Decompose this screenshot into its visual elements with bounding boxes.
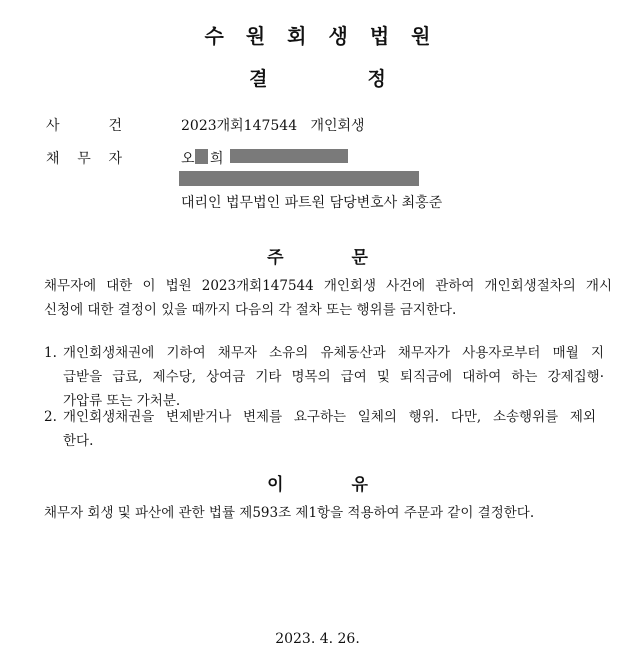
order-heading [0,243,635,268]
order-item-2 [44,405,596,453]
document-type [0,64,635,91]
reason-line: 채무자 회생 및 파산에 관한 법률 제593조 제1항을 적용하여 주문과 같이 결정한다. [44,505,535,521]
debtor-label-char: 자 [108,151,122,167]
debtor-label-char: 무 [77,151,91,167]
court-name-char: 생 [328,24,348,48]
redaction-bar [195,149,208,164]
decision-date: 2023. 4. 26. [275,631,360,647]
case-label [46,115,122,135]
court-name [0,20,635,49]
representative: 대리인 법무법인 파트원 담당변호사 최홍준 [181,195,443,211]
court-name-char: 원 [411,24,431,48]
document-type-char: 정 [367,68,386,90]
reason-heading-char: 이 [267,475,284,495]
order-item-line: 가압류 또는 가처분. [63,393,181,409]
order-heading-char: 주 [267,248,284,268]
order-intro [44,274,612,322]
reason-heading-char: 유 [351,475,368,495]
case-number: 2023개회147544 개인회생 [181,118,365,134]
court-name-char: 법 [369,24,390,48]
order-item-line: 개인회생채권을 변제받거나 변제를 요구하는 일체의 행위. 다만, 소송행위를 제외 [63,409,596,425]
debtor-label-char: 채 [46,151,60,167]
case-label-char: 사 [46,118,60,134]
case-label-char: 건 [108,118,122,134]
court-name-char: 회 [287,24,307,48]
order-item-number: 2. [44,409,57,425]
court-name-char: 수 [204,24,224,48]
reason-heading [0,470,635,495]
order-item-line: 급받을 급료, 제수당, 상여금 기타 명목의 급여 및 퇴직금에 대하여 하는 강제집행· [63,369,604,385]
document-type-char: 결 [249,68,268,90]
order-item-line: 한다. [63,433,94,449]
court-name-char: 원 [245,24,266,48]
order-item-1 [44,341,604,413]
debtor-label [46,148,122,168]
debtor-name-last: 희 [210,151,224,167]
debtor-name-first: 오 [181,151,195,167]
order-intro-line: 신청에 대한 결정이 있을 때까지 다음의 각 절차 또는 행위를 금지한다. [44,302,457,318]
order-heading-char: 문 [351,248,368,268]
redaction-bar [230,149,348,163]
order-item-line: 개인회생채권에 기하여 채무자 소유의 유체동산과 채무자가 사용자로부터 매월 지 [63,345,604,361]
redaction-bar [179,171,419,186]
reason-text [44,501,604,525]
order-intro-line: 채무자에 대한 이 법원 2023개회147544 개인회생 사건에 관하여 개인회생절차의 개시 [44,278,612,294]
order-item-number: 1. [44,345,57,361]
